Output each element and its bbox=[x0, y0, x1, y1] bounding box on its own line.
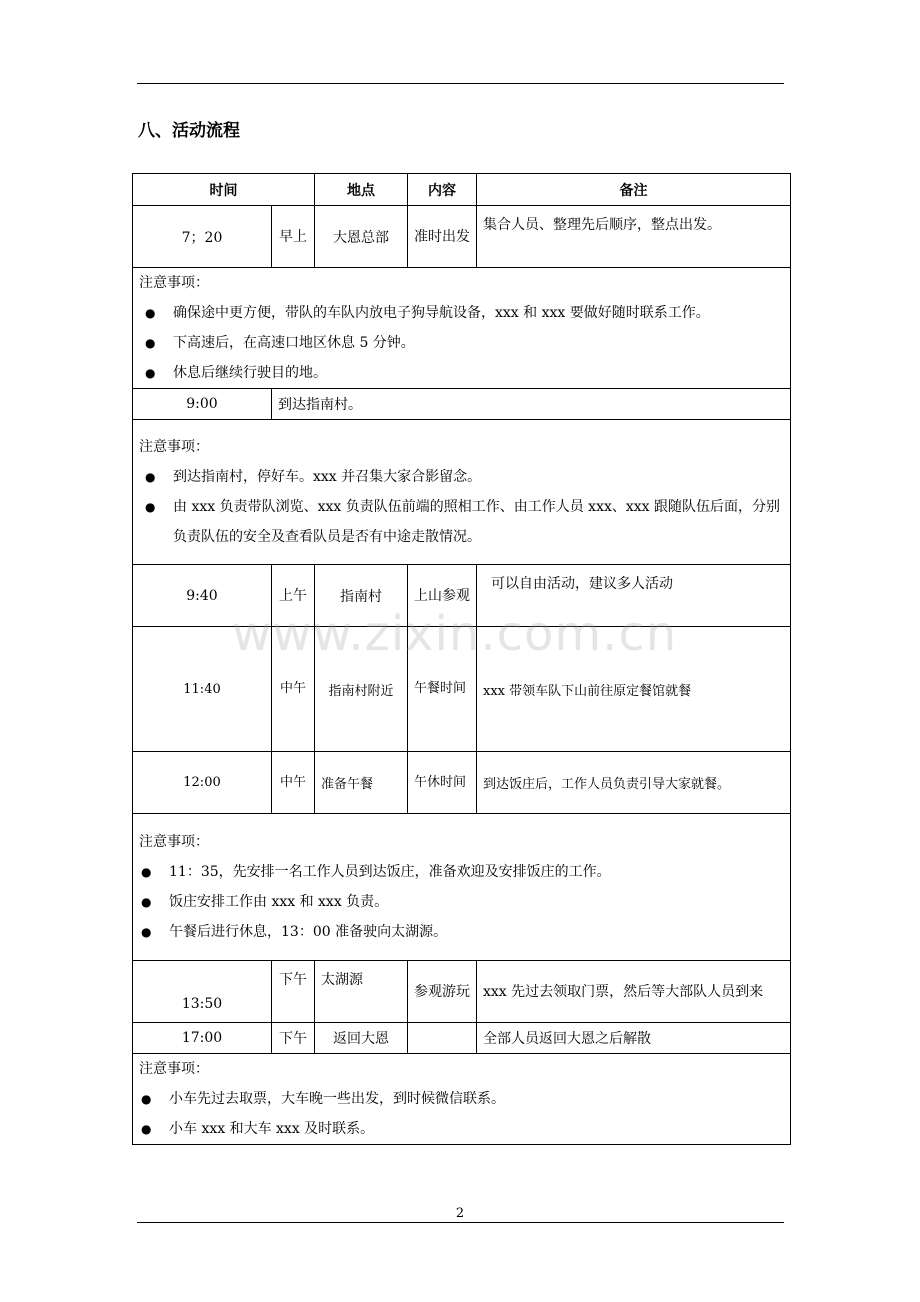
list-item bbox=[139, 917, 784, 947]
note-text: 小车 xxx 和大车 xxx 及时联系。 bbox=[169, 1121, 375, 1137]
table-row bbox=[133, 627, 791, 752]
content-cell: 参观游玩 bbox=[408, 961, 477, 1023]
list-item bbox=[139, 328, 784, 358]
remark-cell: 可以自由活动，建议多人活动 bbox=[477, 565, 791, 627]
remark-cell: 全部人员返回大恩之后解散 bbox=[477, 1023, 791, 1054]
content-cell bbox=[408, 1023, 477, 1054]
note-text: 饭庄安排工作由 xxx 和 xxx 负责。 bbox=[169, 894, 389, 910]
note-text: 到达指南村，停好车。xxx 并召集大家合影留念。 bbox=[173, 469, 482, 485]
header-content: 内容 bbox=[408, 174, 477, 206]
place-cell: 准备午餐 bbox=[315, 752, 408, 814]
bullet-icon: ● bbox=[141, 1122, 152, 1136]
note-text: 休息后继续行驶目的地。 bbox=[173, 365, 327, 381]
notes-title: 注意事项： bbox=[139, 439, 209, 455]
period-cell: 上午 bbox=[272, 565, 315, 627]
bullet-icon: ● bbox=[145, 336, 156, 350]
place-cell: 返回大恩 bbox=[315, 1023, 408, 1054]
time-cell: 12:00 bbox=[133, 752, 272, 814]
period-cell: 中午 bbox=[272, 627, 315, 752]
notes-row bbox=[133, 814, 791, 961]
notes-row bbox=[133, 268, 791, 389]
list-item bbox=[139, 1114, 784, 1144]
bullet-icon: ● bbox=[141, 865, 152, 879]
notes-row bbox=[133, 420, 791, 565]
time-cell: 9:40 bbox=[133, 565, 272, 627]
header-time: 时间 bbox=[133, 174, 315, 206]
content-cell: 午餐时间 bbox=[408, 627, 477, 752]
list-item bbox=[139, 358, 784, 388]
header-rule bbox=[137, 83, 784, 84]
remark-cell: 集合人员、整理先后顺序，整点出发。 bbox=[477, 206, 791, 268]
place-cell: 指南村附近 bbox=[315, 627, 408, 752]
schedule-table bbox=[132, 173, 791, 1145]
remark-cell: xxx 先过去领取门票，然后等大部队人员到来 bbox=[477, 961, 791, 1023]
list-item bbox=[139, 492, 784, 552]
table-row bbox=[133, 1023, 791, 1054]
header-row bbox=[133, 174, 791, 206]
remark-cell: 到达饭庄后，工作人员负责引导大家就餐。 bbox=[477, 752, 791, 814]
header-place: 地点 bbox=[315, 174, 408, 206]
bullet-icon: ● bbox=[141, 1092, 152, 1106]
bullet-icon: ● bbox=[145, 470, 156, 484]
time-cell: 7；20 bbox=[133, 206, 272, 268]
content-cell: 准时出发 bbox=[408, 206, 477, 268]
note-text: 11：35，先安排一名工作人员到达饭庄，准备欢迎及安排饭庄的工作。 bbox=[169, 864, 611, 880]
notes-title: 注意事项： bbox=[139, 1061, 209, 1077]
footer-rule bbox=[137, 1222, 784, 1223]
remark-cell: xxx 带领车队下山前往原定餐馆就餐 bbox=[477, 627, 791, 752]
notes-row bbox=[133, 1054, 791, 1145]
watermark: www.zixin.com.cn bbox=[232, 606, 678, 662]
notes-cell bbox=[133, 268, 791, 389]
content-cell: 上山参观 bbox=[408, 565, 477, 627]
list-item bbox=[139, 887, 784, 917]
remark-cell: 到达指南村。 bbox=[272, 389, 791, 420]
time-cell: 13:50 bbox=[133, 961, 272, 1023]
table-row bbox=[133, 389, 791, 420]
period-cell: 下午 bbox=[272, 1023, 315, 1054]
note-text: 由 xxx 负责带队浏览、xxx 负责队伍前端的照相工作、由工作人员 xxx、xxx 跟随队伍后面，分别负责队伍的安全及查看队员是否有中途走散情况。 bbox=[173, 499, 780, 545]
period-cell: 下午 bbox=[272, 961, 315, 1023]
time-cell: 11:40 bbox=[133, 627, 272, 752]
bullet-icon: ● bbox=[145, 306, 156, 320]
list-item bbox=[139, 1084, 784, 1114]
notes-cell bbox=[133, 420, 791, 565]
notes-cell bbox=[133, 1054, 791, 1145]
notes-cell bbox=[133, 814, 791, 961]
note-text: 小车先过去取票，大车晚一些出发，到时候微信联系。 bbox=[169, 1091, 505, 1107]
note-text: 下高速后，在高速口地区休息 5 分钟。 bbox=[173, 335, 415, 351]
time-cell: 9:00 bbox=[133, 389, 272, 420]
page-number: 2 bbox=[455, 1206, 465, 1221]
bullet-icon: ● bbox=[141, 925, 152, 939]
time-cell: 17:00 bbox=[133, 1023, 272, 1054]
table-row bbox=[133, 752, 791, 814]
bullet-icon: ● bbox=[145, 500, 156, 514]
place-cell: 大恩总部 bbox=[315, 206, 408, 268]
place-cell: 指南村 bbox=[315, 565, 408, 627]
note-text: 确保途中更方便，带队的车队内放电子狗导航设备，xxx 和 xxx 要做好随时联系工作。 bbox=[173, 305, 710, 321]
section-title: 八、活动流程 bbox=[138, 121, 240, 141]
table-row bbox=[133, 206, 791, 268]
place-cell: 太湖源 bbox=[315, 961, 408, 1023]
content-cell: 午休时间 bbox=[408, 752, 477, 814]
bullet-icon: ● bbox=[145, 366, 156, 380]
notes-title: 注意事项： bbox=[139, 275, 209, 291]
list-item bbox=[139, 462, 784, 492]
note-text: 午餐后进行休息，13：00 准备驶向太湖源。 bbox=[169, 924, 448, 940]
header-remarks: 备注 bbox=[477, 174, 791, 206]
list-item bbox=[139, 857, 784, 887]
period-cell: 中午 bbox=[272, 752, 315, 814]
list-item bbox=[139, 298, 784, 328]
table-row bbox=[133, 961, 791, 1023]
bullet-icon: ● bbox=[141, 895, 152, 909]
table-row bbox=[133, 565, 791, 627]
notes-title: 注意事项： bbox=[139, 834, 209, 850]
period-cell: 早上 bbox=[272, 206, 315, 268]
